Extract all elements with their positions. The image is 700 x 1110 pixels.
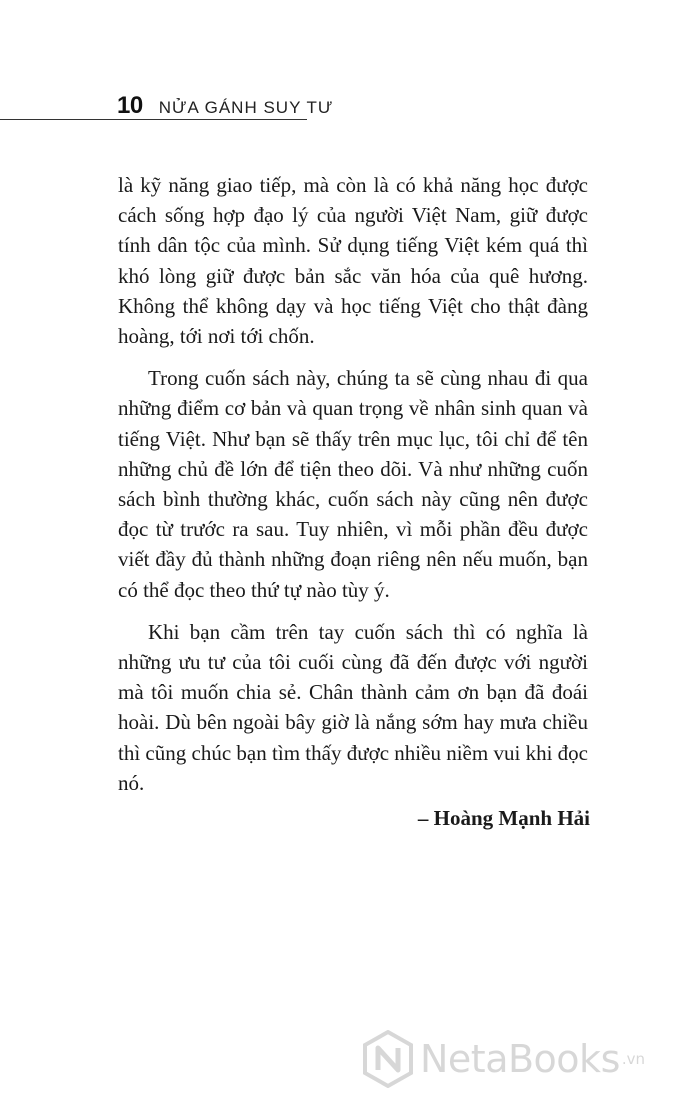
watermark-text: NetaBooks [420, 1037, 620, 1081]
author-signature: – Hoàng Mạnh Hải [417, 806, 590, 830]
running-title: NỬA GÁNH SUY TƯ [158, 98, 334, 117]
paragraph-2: Trong cuốn sách này, chúng ta sẽ cùng nhau đi qua những điểm cơ bản và quan trọng về nhân sinh quan và tiếng Việt. Như bạn sẽ thấy trên mục lục, tôi chỉ để tên những chủ đề lớn để tiện theo dõi. Và như những cuốn sách bình thường khác, cuốn sách này cũng nên được đọc từ trước ra sau. Tuy nhiên, vì mỗi phần đều được viết đầy đủ thành những đoạn riêng nên nếu muốn, bạn có thể đọc theo thứ tự nào tùy ý. [118, 366, 588, 602]
watermark [362, 1030, 645, 1088]
header-rule [0, 119, 307, 120]
netabooks-logo-icon [362, 1030, 414, 1088]
paragraph-3: Khi bạn cầm trên tay cuốn sách thì có nghĩa là những ưu tư của tôi cuối cùng đã đến được với người mà tôi muốn chia sẻ. Chân thành cảm ơn bạn đã đoái hoài. Dù bên ngoài bây giờ là nắng sớm hay mưa chiều thì cũng chúc bạn tìm thấy được nhiều niềm vui khi đọc nó. [118, 619, 588, 795]
running-header [117, 92, 333, 120]
page-number: 10 [117, 92, 143, 119]
body-text [118, 170, 588, 810]
paragraph-1: là kỹ năng giao tiếp, mà còn là có khả năng học được cách sống hợp đạo lý của người Việt Nam, giữ được tính dân tộc của mình. Sử dụng tiếng Việt kém quá thì khó lòng giữ được bản sắc văn hóa của quê hương. Không thể không dạy và học tiếng Việt cho thật đàng hoàng, tới nơi tới chốn. [118, 173, 588, 349]
watermark-tld: .vn [621, 1050, 646, 1068]
